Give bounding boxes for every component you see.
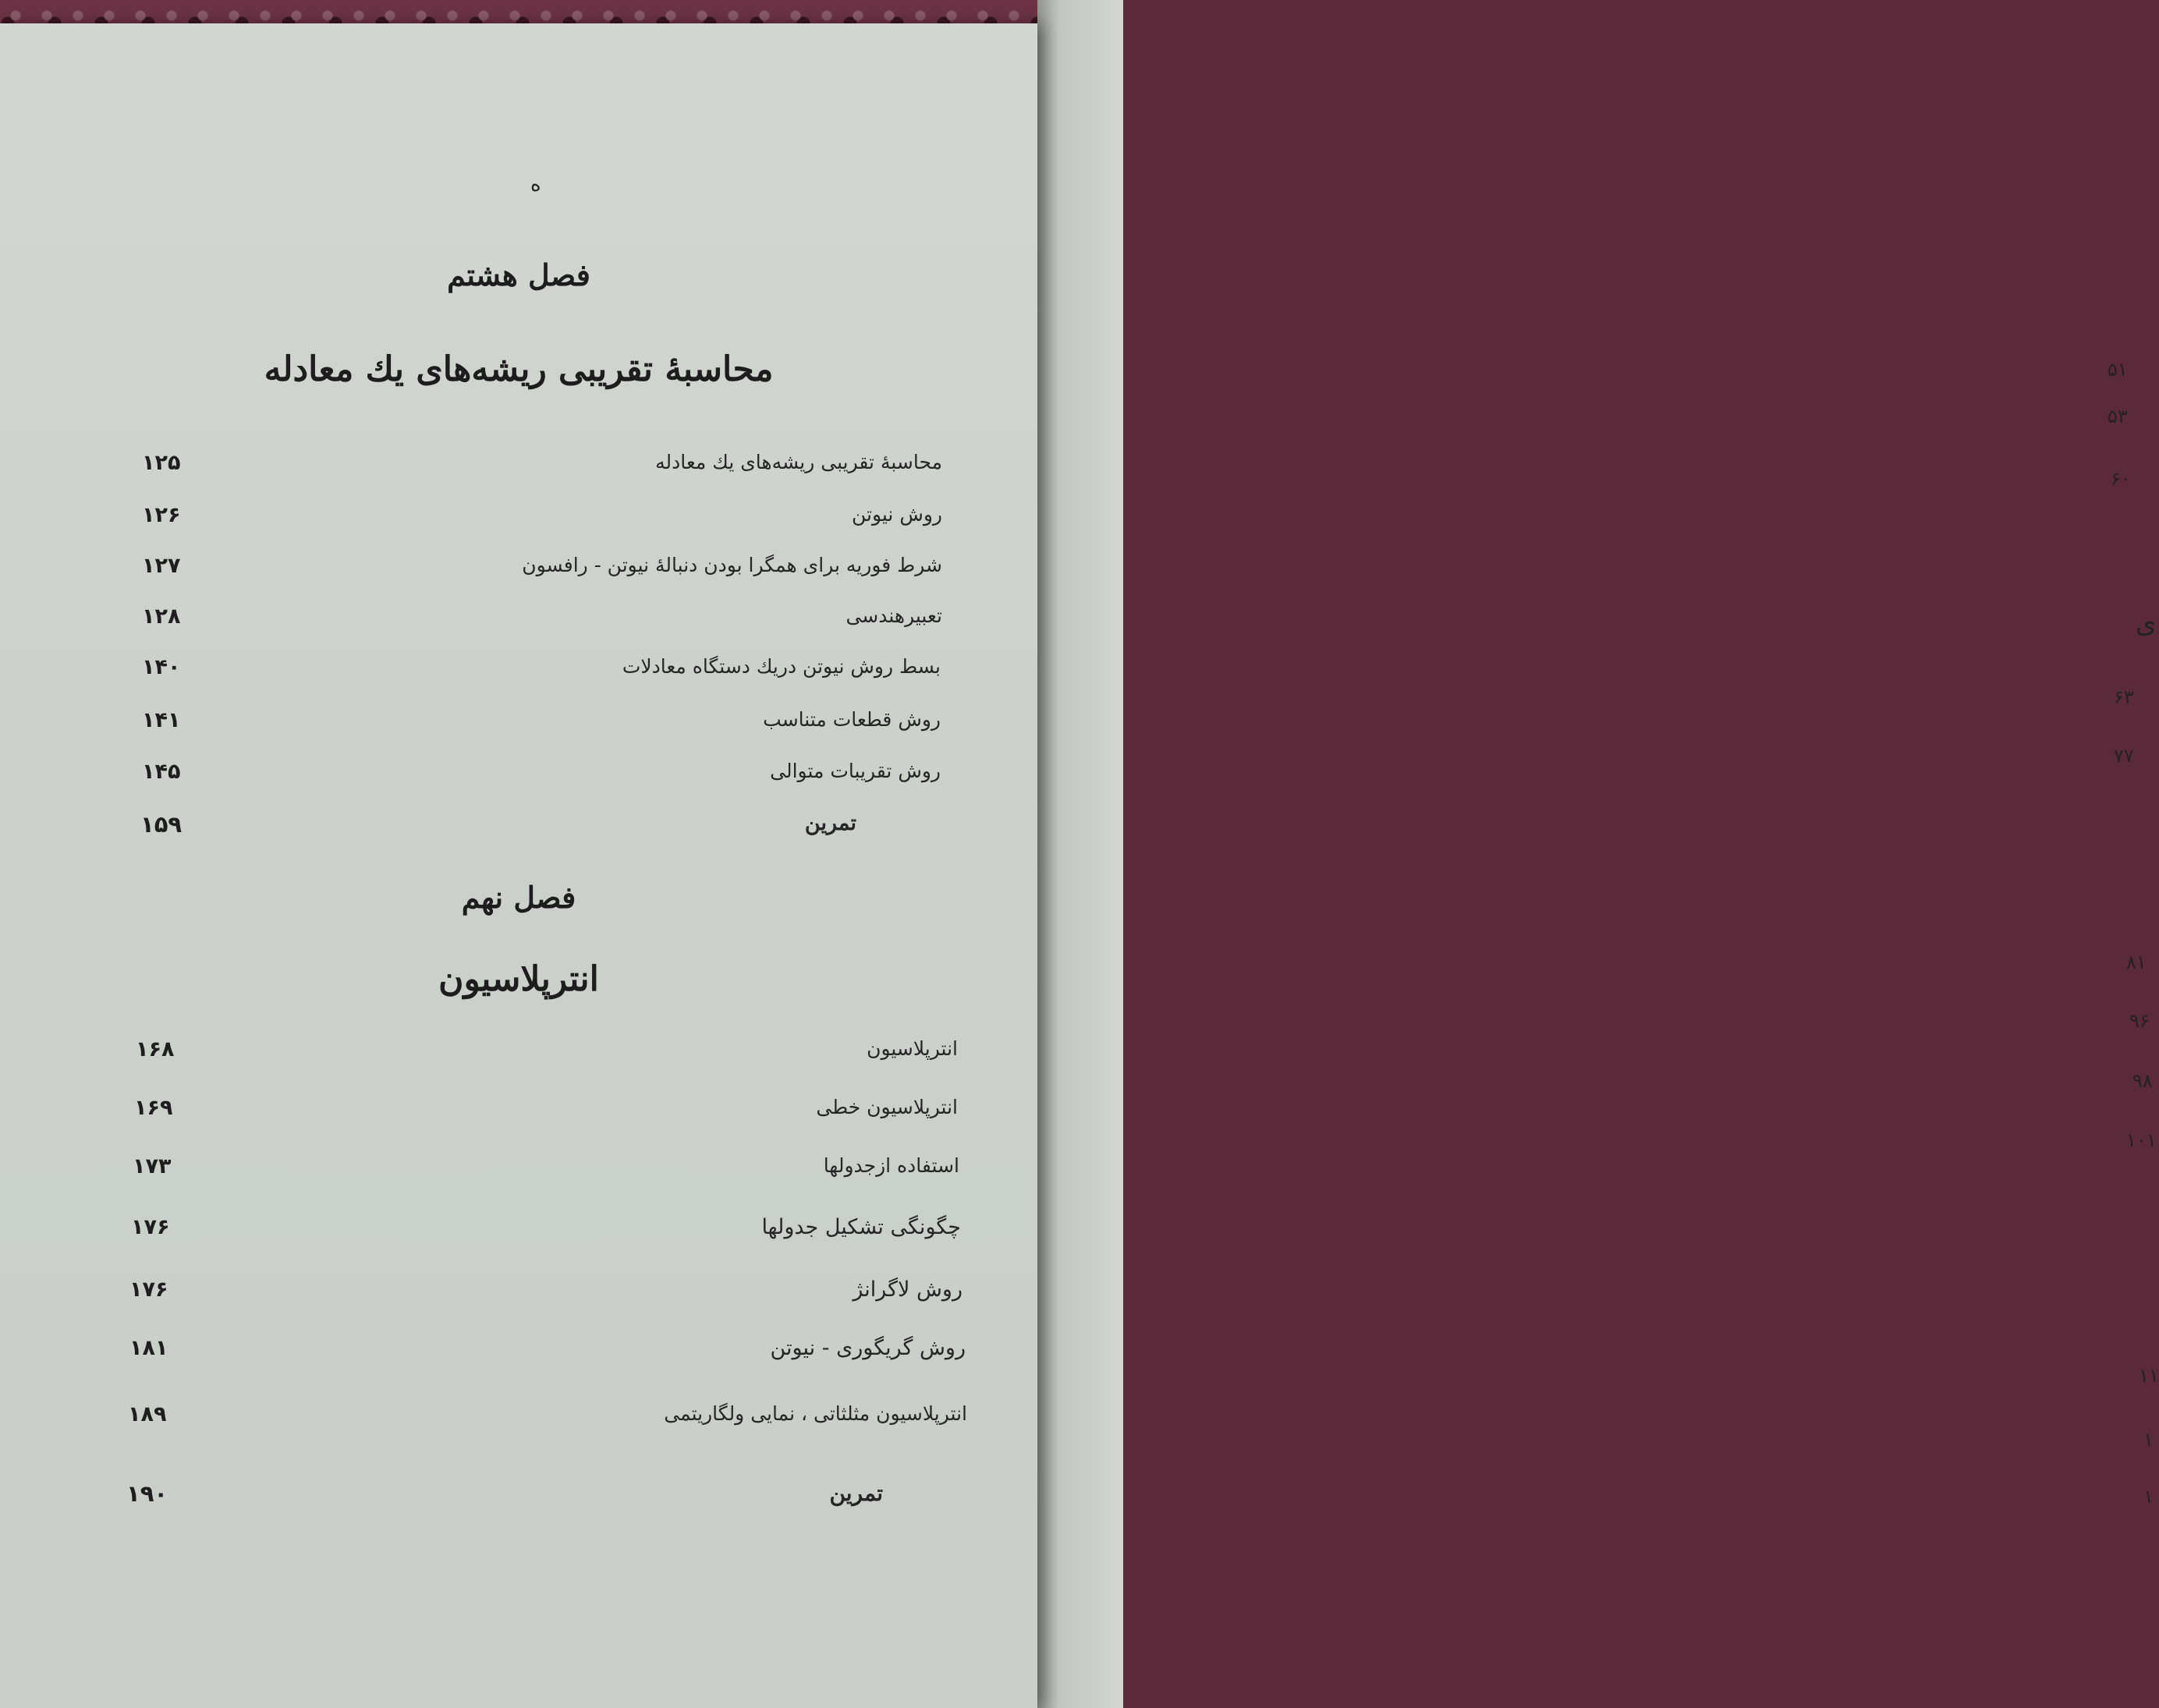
toc-entry-label: تعبیرهندسی bbox=[846, 604, 942, 627]
adjacent-page-number: ۵۳ bbox=[2108, 406, 2128, 427]
toc-entry-page: ۱۴۰ bbox=[142, 655, 181, 679]
toc-entry-page: ۱۵۹ bbox=[140, 811, 183, 838]
toc-entry-label: چگونگی تشکیل جدولها bbox=[761, 1215, 961, 1239]
page-marker: ه bbox=[530, 173, 541, 197]
toc-entry-page: ۱۲۸ bbox=[142, 604, 181, 629]
toc-entry-label: تمرین bbox=[829, 1480, 883, 1506]
adjacent-page-number: ۵۱ bbox=[2108, 359, 2128, 381]
toc-entry-page: ۱۸۹ bbox=[128, 1402, 167, 1426]
toc-entry-page: ۱۷۳ bbox=[133, 1154, 172, 1178]
chapter-8-title: محاسبهٔ تقریبی ریشه‌های یك معادله bbox=[264, 349, 774, 389]
toc-entry-label: محاسبهٔ تقریبی ریشه‌های یك معادله bbox=[655, 451, 942, 473]
toc-entry[interactable] bbox=[0, 1037, 1037, 1076]
toc-entry[interactable] bbox=[0, 655, 1037, 694]
toc-entry-page: ۱۲۶ bbox=[142, 503, 181, 527]
adjacent-page-number: ۱۱ bbox=[2139, 1365, 2159, 1387]
toc-entry-label: روش لاگرانژ bbox=[853, 1277, 963, 1302]
toc-entry-page: ۱۲۷ bbox=[142, 554, 181, 578]
toc-entry-label: انترپلاسیون خطی bbox=[816, 1096, 958, 1118]
toc-entry[interactable] bbox=[0, 708, 1037, 747]
toc-entry[interactable] bbox=[0, 1096, 1037, 1135]
adjacent-page-number: ۱ bbox=[2143, 1429, 2154, 1451]
toc-entry[interactable] bbox=[0, 1402, 1037, 1441]
toc-entry-page: ۱۹۰ bbox=[126, 1480, 168, 1507]
toc-entry[interactable] bbox=[0, 1154, 1037, 1193]
chapter-9-label: فصل نهم bbox=[461, 880, 576, 915]
toc-entry-label: انترپلاسیون bbox=[867, 1037, 958, 1060]
toc-entry[interactable] bbox=[0, 554, 1037, 593]
adjacent-page-number: ی bbox=[2136, 608, 2157, 640]
toc-entry-label: تمرین bbox=[804, 811, 856, 835]
toc-entry-label: بسط روش نیوتن دریك دستگاه معادلات bbox=[622, 655, 941, 678]
adjacent-page-number: ۶۰ bbox=[2111, 468, 2131, 490]
adjacent-page-number: ۹۸ bbox=[2132, 1070, 2153, 1092]
toc-entry-page: ۱۲۵ bbox=[142, 451, 181, 475]
adjacent-page-number: ۹۶ bbox=[2129, 1010, 2150, 1032]
adjacent-page-number: ۱۰۱ bbox=[2126, 1129, 2157, 1151]
toc-entry-label: روش نیوتن bbox=[851, 503, 942, 526]
toc-entry-page: ۱۴۵ bbox=[142, 760, 181, 784]
toc-entry-page: ۱۶۸ bbox=[136, 1037, 175, 1061]
adjacent-page-number: ۶۳ bbox=[2114, 686, 2134, 708]
toc-entry[interactable] bbox=[0, 811, 1037, 850]
toc-entry-label: روش گریگوری - نیوتن bbox=[770, 1336, 966, 1360]
adjacent-page-number: ۸۱ bbox=[2126, 951, 2147, 973]
toc-entry[interactable] bbox=[0, 1215, 1037, 1254]
toc-entry[interactable] bbox=[0, 1277, 1037, 1316]
toc-entry-page: ۱۶۹ bbox=[134, 1096, 173, 1120]
toc-entry-label: استفاده ازجدولها bbox=[823, 1154, 959, 1177]
toc-entry[interactable] bbox=[0, 760, 1037, 799]
toc-entry[interactable] bbox=[0, 451, 1037, 490]
toc-entry[interactable] bbox=[0, 503, 1037, 542]
toc-entry-page: ۱۷۶ bbox=[129, 1277, 168, 1302]
adjacent-page bbox=[1037, 0, 2159, 1708]
adjacent-page-number: ۱ bbox=[2143, 1486, 2154, 1508]
toc-entry-label: شرط فوریه برای همگرا بودن دنبالهٔ نیوتن - رافسون bbox=[522, 554, 942, 576]
toc-entry-page: ۱۸۱ bbox=[129, 1336, 168, 1360]
toc-entry-label: روش تقریبات متوالی bbox=[770, 760, 941, 782]
adjacent-page-number: ۷۷ bbox=[2114, 745, 2134, 767]
book-page bbox=[0, 23, 1037, 1708]
chapter-9-title: انترپلاسیون bbox=[438, 959, 599, 999]
toc-entry-label: روش قطعات متناسب bbox=[763, 708, 941, 731]
chapter-8-label: فصل هشتم bbox=[447, 257, 590, 292]
toc-entry[interactable] bbox=[0, 604, 1037, 643]
toc-entry[interactable] bbox=[0, 1480, 1037, 1519]
toc-entry[interactable] bbox=[0, 1336, 1037, 1375]
toc-entry-page: ۱۴۱ bbox=[142, 708, 181, 732]
toc-entry-label: انترپلاسیون مثلثاتی ، نمایی ولگاریتمی bbox=[664, 1402, 967, 1425]
toc-entry-page: ۱۷۶ bbox=[131, 1215, 170, 1239]
